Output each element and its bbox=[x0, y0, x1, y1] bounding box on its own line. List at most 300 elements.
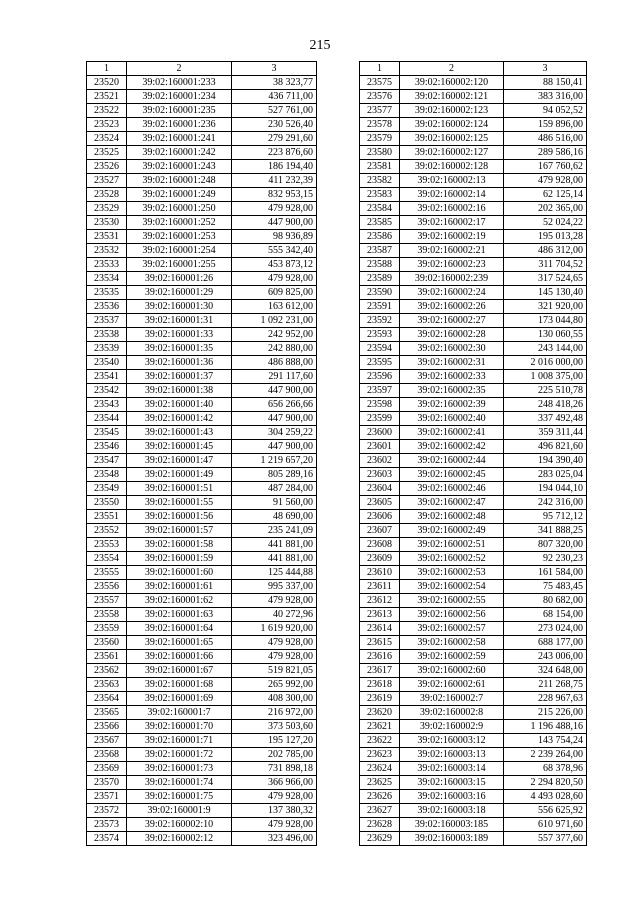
table-row bbox=[360, 104, 587, 118]
cadastral-number-cell: 39:02:160002:16 bbox=[400, 202, 504, 216]
cadastral-number-cell: 39:02:160001:241 bbox=[127, 132, 232, 146]
row-number-cell: 23611 bbox=[360, 580, 400, 594]
value-cell: 366 966,00 bbox=[232, 776, 317, 790]
cadastral-number-cell: 39:02:160001:243 bbox=[127, 160, 232, 174]
row-number-cell: 23619 bbox=[360, 692, 400, 706]
table-row bbox=[87, 468, 317, 482]
table-row bbox=[87, 580, 317, 594]
row-number-cell: 23554 bbox=[87, 552, 127, 566]
table-row bbox=[87, 356, 317, 370]
value-cell: 304 259,22 bbox=[232, 426, 317, 440]
cadastral-number-cell: 39:02:160002:39 bbox=[400, 398, 504, 412]
value-cell: 48 690,00 bbox=[232, 510, 317, 524]
row-number-cell: 23560 bbox=[87, 636, 127, 650]
row-number-cell: 23625 bbox=[360, 776, 400, 790]
value-cell: 163 612,00 bbox=[232, 300, 317, 314]
value-cell: 194 390,40 bbox=[504, 454, 587, 468]
cadastral-number-cell: 39:02:160001:35 bbox=[127, 342, 232, 356]
value-cell: 242 952,00 bbox=[232, 328, 317, 342]
cadastral-number-cell: 39:02:160002:45 bbox=[400, 468, 504, 482]
row-number-cell: 23541 bbox=[87, 370, 127, 384]
cadastral-number-cell: 39:02:160002:48 bbox=[400, 510, 504, 524]
value-cell: 145 130,40 bbox=[504, 286, 587, 300]
row-number-cell: 23612 bbox=[360, 594, 400, 608]
row-number-cell: 23590 bbox=[360, 286, 400, 300]
table-row bbox=[360, 440, 587, 454]
row-number-cell: 23575 bbox=[360, 76, 400, 90]
cadastral-number-cell: 39:02:160001:37 bbox=[127, 370, 232, 384]
row-number-cell: 23576 bbox=[360, 90, 400, 104]
table-row bbox=[360, 552, 587, 566]
value-cell: 40 272,96 bbox=[232, 608, 317, 622]
table-row bbox=[87, 314, 317, 328]
value-cell: 80 682,00 bbox=[504, 594, 587, 608]
table-row bbox=[87, 552, 317, 566]
cadastral-number-cell: 39:02:160002:120 bbox=[400, 76, 504, 90]
row-number-cell: 23608 bbox=[360, 538, 400, 552]
row-number-cell: 23624 bbox=[360, 762, 400, 776]
cadastral-number-cell: 39:02:160002:23 bbox=[400, 258, 504, 272]
table-header-row bbox=[360, 62, 587, 76]
cadastral-number-cell: 39:02:160002:59 bbox=[400, 650, 504, 664]
value-cell: 479 928,00 bbox=[232, 636, 317, 650]
row-number-cell: 23569 bbox=[87, 762, 127, 776]
row-number-cell: 23564 bbox=[87, 692, 127, 706]
cadastral-number-cell: 39:02:160001:26 bbox=[127, 272, 232, 286]
row-number-cell: 23568 bbox=[87, 748, 127, 762]
table-row bbox=[360, 398, 587, 412]
value-cell: 243 144,00 bbox=[504, 342, 587, 356]
row-number-cell: 23583 bbox=[360, 188, 400, 202]
table-row bbox=[87, 482, 317, 496]
row-number-cell: 23546 bbox=[87, 440, 127, 454]
cadastral-number-cell: 39:02:160002:21 bbox=[400, 244, 504, 258]
cadastral-number-cell: 39:02:160001:29 bbox=[127, 286, 232, 300]
table-row bbox=[360, 146, 587, 160]
cadastral-number-cell: 39:02:160001:235 bbox=[127, 104, 232, 118]
value-cell: 92 230,23 bbox=[504, 552, 587, 566]
table-row bbox=[360, 636, 587, 650]
cadastral-number-cell: 39:02:160001:70 bbox=[127, 720, 232, 734]
row-number-cell: 23618 bbox=[360, 678, 400, 692]
table-row bbox=[360, 174, 587, 188]
table-row bbox=[360, 412, 587, 426]
table-row bbox=[87, 706, 317, 720]
value-cell: 317 524,65 bbox=[504, 272, 587, 286]
cadastral-number-cell: 39:02:160001:42 bbox=[127, 412, 232, 426]
value-cell: 486 312,00 bbox=[504, 244, 587, 258]
column-header-3: 3 bbox=[232, 62, 317, 76]
value-cell: 195 013,28 bbox=[504, 230, 587, 244]
cadastral-number-cell: 39:02:160002:44 bbox=[400, 454, 504, 468]
row-number-cell: 23586 bbox=[360, 230, 400, 244]
value-cell: 159 896,00 bbox=[504, 118, 587, 132]
table-row bbox=[360, 188, 587, 202]
value-cell: 91 560,00 bbox=[232, 496, 317, 510]
table-row bbox=[360, 314, 587, 328]
row-number-cell: 23526 bbox=[87, 160, 127, 174]
cadastral-number-cell: 39:02:160002:58 bbox=[400, 636, 504, 650]
cadastral-number-cell: 39:02:160001:74 bbox=[127, 776, 232, 790]
value-cell: 555 342,40 bbox=[232, 244, 317, 258]
value-cell: 656 266,66 bbox=[232, 398, 317, 412]
table-row bbox=[360, 300, 587, 314]
value-cell: 324 648,00 bbox=[504, 664, 587, 678]
table-row bbox=[360, 608, 587, 622]
value-cell: 279 291,60 bbox=[232, 132, 317, 146]
cadastral-number-cell: 39:02:160002:124 bbox=[400, 118, 504, 132]
value-cell: 62 125,14 bbox=[504, 188, 587, 202]
cadastral-number-cell: 39:02:160001:40 bbox=[127, 398, 232, 412]
cadastral-number-cell: 39:02:160001:65 bbox=[127, 636, 232, 650]
value-cell: 408 300,00 bbox=[232, 692, 317, 706]
row-number-cell: 23533 bbox=[87, 258, 127, 272]
row-number-cell: 23622 bbox=[360, 734, 400, 748]
cadastral-number-cell: 39:02:160001:68 bbox=[127, 678, 232, 692]
cadastral-number-cell: 39:02:160001:30 bbox=[127, 300, 232, 314]
row-number-cell: 23598 bbox=[360, 398, 400, 412]
value-cell: 496 821,60 bbox=[504, 440, 587, 454]
row-number-cell: 23582 bbox=[360, 174, 400, 188]
row-number-cell: 23592 bbox=[360, 314, 400, 328]
cadastral-number-cell: 39:02:160001:55 bbox=[127, 496, 232, 510]
value-cell: 341 888,25 bbox=[504, 524, 587, 538]
cadastral-number-cell: 39:02:160001:45 bbox=[127, 440, 232, 454]
table-row bbox=[360, 258, 587, 272]
value-cell: 289 586,16 bbox=[504, 146, 587, 160]
cadastral-number-cell: 39:02:160001:59 bbox=[127, 552, 232, 566]
table-row bbox=[87, 160, 317, 174]
value-cell: 731 898,18 bbox=[232, 762, 317, 776]
value-cell: 248 418,26 bbox=[504, 398, 587, 412]
cadastral-number-cell: 39:02:160002:127 bbox=[400, 146, 504, 160]
cadastral-number-cell: 39:02:160001:33 bbox=[127, 328, 232, 342]
table-row bbox=[87, 664, 317, 678]
value-cell: 242 880,00 bbox=[232, 342, 317, 356]
table-row bbox=[360, 706, 587, 720]
table-row bbox=[87, 230, 317, 244]
cadastral-number-cell: 39:02:160001:250 bbox=[127, 202, 232, 216]
value-cell: 143 754,24 bbox=[504, 734, 587, 748]
cadastral-number-cell: 39:02:160002:8 bbox=[400, 706, 504, 720]
row-number-cell: 23623 bbox=[360, 748, 400, 762]
row-number-cell: 23599 bbox=[360, 412, 400, 426]
table-row bbox=[87, 370, 317, 384]
table-row bbox=[87, 608, 317, 622]
value-cell: 487 284,00 bbox=[232, 482, 317, 496]
value-cell: 527 761,00 bbox=[232, 104, 317, 118]
value-cell: 556 625,92 bbox=[504, 804, 587, 818]
row-number-cell: 23566 bbox=[87, 720, 127, 734]
value-cell: 211 268,75 bbox=[504, 678, 587, 692]
value-cell: 243 006,00 bbox=[504, 650, 587, 664]
value-cell: 186 194,40 bbox=[232, 160, 317, 174]
value-cell: 68 378,96 bbox=[504, 762, 587, 776]
cadastral-number-cell: 39:02:160001:249 bbox=[127, 188, 232, 202]
table-row bbox=[87, 538, 317, 552]
value-cell: 228 967,63 bbox=[504, 692, 587, 706]
row-number-cell: 23617 bbox=[360, 664, 400, 678]
value-cell: 441 881,00 bbox=[232, 552, 317, 566]
row-number-cell: 23572 bbox=[87, 804, 127, 818]
table-row bbox=[87, 496, 317, 510]
row-number-cell: 23531 bbox=[87, 230, 127, 244]
table-row bbox=[87, 426, 317, 440]
row-number-cell: 23545 bbox=[87, 426, 127, 440]
value-cell: 2 294 820,50 bbox=[504, 776, 587, 790]
table-row bbox=[360, 762, 587, 776]
row-number-cell: 23524 bbox=[87, 132, 127, 146]
table-row bbox=[360, 132, 587, 146]
row-number-cell: 23603 bbox=[360, 468, 400, 482]
row-number-cell: 23537 bbox=[87, 314, 127, 328]
row-number-cell: 23596 bbox=[360, 370, 400, 384]
table-row bbox=[360, 328, 587, 342]
row-number-cell: 23581 bbox=[360, 160, 400, 174]
value-cell: 311 704,52 bbox=[504, 258, 587, 272]
table-row bbox=[87, 734, 317, 748]
value-cell: 125 444,88 bbox=[232, 566, 317, 580]
table-row bbox=[360, 832, 587, 846]
value-cell: 1 092 231,00 bbox=[232, 314, 317, 328]
value-cell: 805 289,16 bbox=[232, 468, 317, 482]
table-row bbox=[87, 832, 317, 846]
table-row bbox=[87, 650, 317, 664]
row-number-cell: 23570 bbox=[87, 776, 127, 790]
cadastral-number-cell: 39:02:160001:248 bbox=[127, 174, 232, 188]
table-row bbox=[360, 216, 587, 230]
table-row bbox=[87, 818, 317, 832]
row-number-cell: 23561 bbox=[87, 650, 127, 664]
table-row bbox=[360, 76, 587, 90]
table-row bbox=[360, 160, 587, 174]
table-row bbox=[87, 300, 317, 314]
table-row bbox=[360, 510, 587, 524]
row-number-cell: 23528 bbox=[87, 188, 127, 202]
value-cell: 373 503,60 bbox=[232, 720, 317, 734]
row-number-cell: 23606 bbox=[360, 510, 400, 524]
table-row bbox=[87, 412, 317, 426]
row-number-cell: 23547 bbox=[87, 454, 127, 468]
value-cell: 202 785,00 bbox=[232, 748, 317, 762]
table-row bbox=[87, 776, 317, 790]
page-number: 215 bbox=[309, 38, 331, 53]
row-number-cell: 23544 bbox=[87, 412, 127, 426]
cadastral-number-cell: 39:02:160001:63 bbox=[127, 608, 232, 622]
value-cell: 479 928,00 bbox=[232, 272, 317, 286]
cadastral-number-cell: 39:02:160003:189 bbox=[400, 832, 504, 846]
cadastral-number-cell: 39:02:160001:7 bbox=[127, 706, 232, 720]
row-number-cell: 23563 bbox=[87, 678, 127, 692]
table-row bbox=[360, 230, 587, 244]
row-number-cell: 23543 bbox=[87, 398, 127, 412]
row-number-cell: 23593 bbox=[360, 328, 400, 342]
cadastral-number-cell: 39:02:160002:52 bbox=[400, 552, 504, 566]
row-number-cell: 23535 bbox=[87, 286, 127, 300]
table-row bbox=[87, 76, 317, 90]
value-cell: 173 044,80 bbox=[504, 314, 587, 328]
table-row bbox=[87, 720, 317, 734]
value-cell: 609 825,00 bbox=[232, 286, 317, 300]
column-header-1: 1 bbox=[87, 62, 127, 76]
row-number-cell: 23551 bbox=[87, 510, 127, 524]
cadastral-number-cell: 39:02:160001:233 bbox=[127, 76, 232, 90]
cadastral-number-cell: 39:02:160002:24 bbox=[400, 286, 504, 300]
row-number-cell: 23540 bbox=[87, 356, 127, 370]
table-row bbox=[360, 692, 587, 706]
row-number-cell: 23523 bbox=[87, 118, 127, 132]
table-row bbox=[87, 398, 317, 412]
value-cell: 98 936,89 bbox=[232, 230, 317, 244]
cadastral-number-cell: 39:02:160001:71 bbox=[127, 734, 232, 748]
cadastral-number-cell: 39:02:160002:35 bbox=[400, 384, 504, 398]
row-number-cell: 23588 bbox=[360, 258, 400, 272]
value-cell: 447 900,00 bbox=[232, 216, 317, 230]
cadastral-number-cell: 39:02:160002:13 bbox=[400, 174, 504, 188]
row-number-cell: 23542 bbox=[87, 384, 127, 398]
row-number-cell: 23620 bbox=[360, 706, 400, 720]
row-number-cell: 23573 bbox=[87, 818, 127, 832]
table-row bbox=[87, 566, 317, 580]
value-cell: 321 920,00 bbox=[504, 300, 587, 314]
row-number-cell: 23589 bbox=[360, 272, 400, 286]
cadastral-number-cell: 39:02:160002:40 bbox=[400, 412, 504, 426]
row-number-cell: 23557 bbox=[87, 594, 127, 608]
table-row bbox=[360, 650, 587, 664]
cadastral-number-cell: 39:02:160001:31 bbox=[127, 314, 232, 328]
row-number-cell: 23571 bbox=[87, 790, 127, 804]
row-number-cell: 23627 bbox=[360, 804, 400, 818]
cadastral-number-cell: 39:02:160002:41 bbox=[400, 426, 504, 440]
cadastral-number-cell: 39:02:160002:239 bbox=[400, 272, 504, 286]
row-number-cell: 23539 bbox=[87, 342, 127, 356]
value-cell: 137 380,32 bbox=[232, 804, 317, 818]
cadastral-number-cell: 39:02:160001:67 bbox=[127, 664, 232, 678]
value-cell: 225 510,78 bbox=[504, 384, 587, 398]
table-row bbox=[87, 804, 317, 818]
table-row bbox=[360, 678, 587, 692]
row-number-cell: 23578 bbox=[360, 118, 400, 132]
cadastral-number-cell: 39:02:160002:56 bbox=[400, 608, 504, 622]
registry-table-right bbox=[359, 61, 587, 846]
table-row bbox=[87, 174, 317, 188]
table-row bbox=[360, 342, 587, 356]
table-row bbox=[360, 90, 587, 104]
table-row bbox=[360, 734, 587, 748]
cadastral-number-cell: 39:02:160002:55 bbox=[400, 594, 504, 608]
value-cell: 88 150,41 bbox=[504, 76, 587, 90]
value-cell: 995 337,00 bbox=[232, 580, 317, 594]
cadastral-number-cell: 39:02:160001:60 bbox=[127, 566, 232, 580]
table-row bbox=[360, 426, 587, 440]
value-cell: 447 900,00 bbox=[232, 412, 317, 426]
cadastral-number-cell: 39:02:160003:18 bbox=[400, 804, 504, 818]
row-number-cell: 23552 bbox=[87, 524, 127, 538]
row-number-cell: 23534 bbox=[87, 272, 127, 286]
table-row bbox=[360, 454, 587, 468]
column-header-2: 2 bbox=[127, 62, 232, 76]
value-cell: 479 928,00 bbox=[232, 818, 317, 832]
cadastral-number-cell: 39:02:160001:56 bbox=[127, 510, 232, 524]
cadastral-number-cell: 39:02:160002:17 bbox=[400, 216, 504, 230]
cadastral-number-cell: 39:02:160001:62 bbox=[127, 594, 232, 608]
value-cell: 479 928,00 bbox=[232, 594, 317, 608]
table-row bbox=[360, 580, 587, 594]
value-cell: 194 044,10 bbox=[504, 482, 587, 496]
table-row bbox=[87, 90, 317, 104]
cadastral-number-cell: 39:02:160001:69 bbox=[127, 692, 232, 706]
value-cell: 68 154,00 bbox=[504, 608, 587, 622]
row-number-cell: 23521 bbox=[87, 90, 127, 104]
value-cell: 453 873,12 bbox=[232, 258, 317, 272]
table-row bbox=[87, 594, 317, 608]
table-row bbox=[87, 748, 317, 762]
row-number-cell: 23614 bbox=[360, 622, 400, 636]
value-cell: 383 316,00 bbox=[504, 90, 587, 104]
table-row bbox=[360, 594, 587, 608]
value-cell: 161 584,00 bbox=[504, 566, 587, 580]
cadastral-number-cell: 39:02:160001:242 bbox=[127, 146, 232, 160]
row-number-cell: 23565 bbox=[87, 706, 127, 720]
value-cell: 1 196 488,16 bbox=[504, 720, 587, 734]
value-cell: 447 900,00 bbox=[232, 440, 317, 454]
row-number-cell: 23567 bbox=[87, 734, 127, 748]
value-cell: 230 526,40 bbox=[232, 118, 317, 132]
row-number-cell: 23550 bbox=[87, 496, 127, 510]
row-number-cell: 23585 bbox=[360, 216, 400, 230]
cadastral-number-cell: 39:02:160002:61 bbox=[400, 678, 504, 692]
row-number-cell: 23555 bbox=[87, 566, 127, 580]
table-row bbox=[87, 524, 317, 538]
cadastral-number-cell: 39:02:160003:185 bbox=[400, 818, 504, 832]
table-row bbox=[87, 216, 317, 230]
row-number-cell: 23530 bbox=[87, 216, 127, 230]
row-number-cell: 23536 bbox=[87, 300, 127, 314]
value-cell: 130 060,55 bbox=[504, 328, 587, 342]
cadastral-number-cell: 39:02:160002:14 bbox=[400, 188, 504, 202]
value-cell: 4 493 028,60 bbox=[504, 790, 587, 804]
row-number-cell: 23579 bbox=[360, 132, 400, 146]
row-number-cell: 23600 bbox=[360, 426, 400, 440]
value-cell: 557 377,60 bbox=[504, 832, 587, 846]
value-cell: 610 971,60 bbox=[504, 818, 587, 832]
table-row bbox=[87, 104, 317, 118]
cadastral-number-cell: 39:02:160001:254 bbox=[127, 244, 232, 258]
value-cell: 359 311,44 bbox=[504, 426, 587, 440]
row-number-cell: 23574 bbox=[87, 832, 127, 846]
row-number-cell: 23562 bbox=[87, 664, 127, 678]
value-cell: 1 619 920,00 bbox=[232, 622, 317, 636]
cadastral-number-cell: 39:02:160001:73 bbox=[127, 762, 232, 776]
value-cell: 832 953,15 bbox=[232, 188, 317, 202]
cadastral-number-cell: 39:02:160003:13 bbox=[400, 748, 504, 762]
value-cell: 447 900,00 bbox=[232, 384, 317, 398]
value-cell: 223 876,60 bbox=[232, 146, 317, 160]
cadastral-number-cell: 39:02:160003:14 bbox=[400, 762, 504, 776]
table-row bbox=[360, 244, 587, 258]
table-row bbox=[360, 272, 587, 286]
table-row bbox=[87, 510, 317, 524]
table-row bbox=[360, 720, 587, 734]
table-row bbox=[360, 566, 587, 580]
cadastral-number-cell: 39:02:160002:51 bbox=[400, 538, 504, 552]
table-row bbox=[87, 692, 317, 706]
row-number-cell: 23595 bbox=[360, 356, 400, 370]
table-row bbox=[360, 664, 587, 678]
table-row bbox=[360, 538, 587, 552]
value-cell: 242 316,00 bbox=[504, 496, 587, 510]
cadastral-number-cell: 39:02:160002:46 bbox=[400, 482, 504, 496]
